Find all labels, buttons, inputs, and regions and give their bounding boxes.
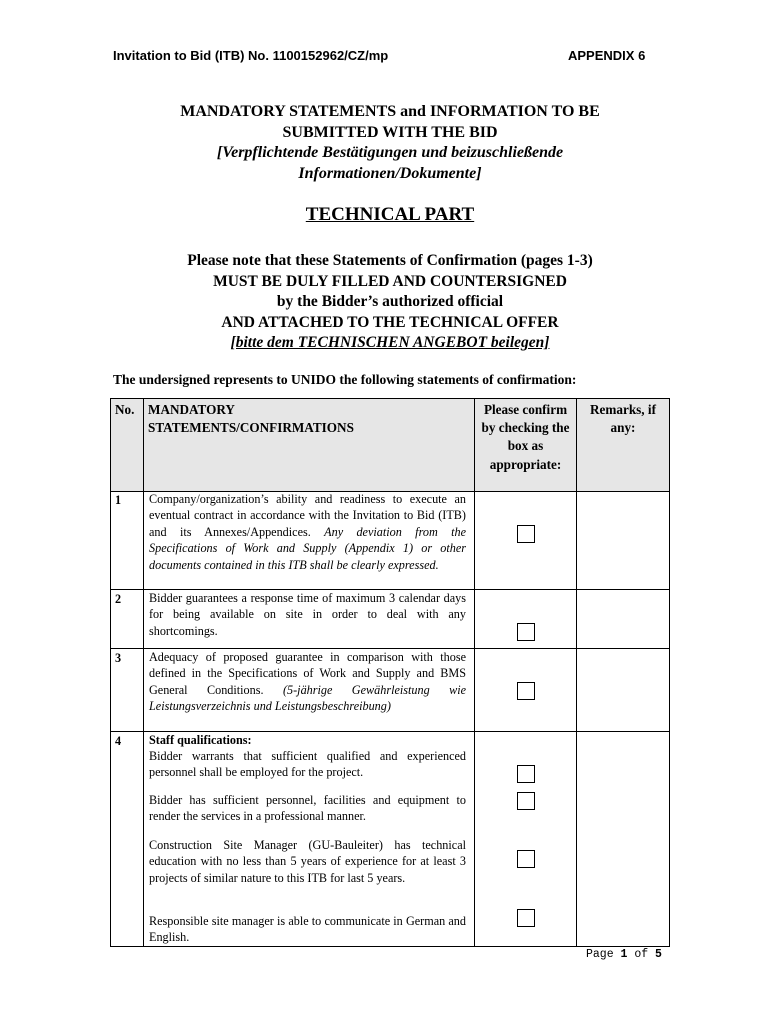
row-2-checkbox[interactable] <box>517 623 535 641</box>
row-4-checkbox-3[interactable] <box>517 850 535 868</box>
page-label: Page <box>586 948 614 961</box>
row-3-text: Adequacy of proposed guarantee in comparison with those defined in the Specifications of Work and Supply and BMS General Conditions. <box>149 650 466 697</box>
total-pages: 5 <box>655 948 662 961</box>
appendix-label: APPENDIX 6 <box>568 48 646 63</box>
row-4-checkbox-1[interactable] <box>517 765 535 783</box>
table-column-divider <box>474 398 475 947</box>
row-1-statement <box>149 491 466 573</box>
header-confirm: Please confirm by checking the box as appropriate: <box>481 402 570 472</box>
itb-number: Invitation to Bid (ITB) No. 1100152962/CZ/mp <box>113 48 389 63</box>
row-1-number: 1 <box>115 493 122 507</box>
german-title <box>100 143 680 184</box>
submission-notice <box>100 251 680 354</box>
row-1-text-italic: Any deviation from the Specifications of Work and Supply (Appendix 1) or other documents contained in this ITB shall be clearly expressed. <box>149 524 467 572</box>
table-border-right <box>669 398 670 947</box>
table-border-bottom <box>110 946 670 947</box>
table-column-divider <box>143 398 144 947</box>
notice-line-5: [bitte dem TECHNISCHEN ANGEBOT beilegen] <box>230 334 550 352</box>
row-3-text-italic: (5-jährige Gewährleistung wie Leistungsverzeichnis und Leistungsbeschreibung) <box>149 682 467 714</box>
header-no: No. <box>115 402 135 417</box>
document-title <box>100 102 680 143</box>
title-line-2: SUBMITTED WITH THE BID <box>282 123 498 141</box>
row-4-checkbox-4[interactable] <box>517 909 535 927</box>
header-remarks: Remarks, if any: <box>590 402 656 436</box>
row-2-number: 2 <box>115 592 122 606</box>
notice-line-4: AND ATTACHED TO THE TECHNICAL OFFER <box>221 313 559 331</box>
table-border-top <box>110 398 670 399</box>
row-3-statement <box>149 649 466 715</box>
row-4-item-4: Responsible site manager is able to communicate in German and English. <box>149 914 466 945</box>
of-label: of <box>634 948 649 961</box>
page-indicator <box>586 948 662 961</box>
notice-line-3: by the Bidder’s authorized official <box>276 293 504 311</box>
row-3-number: 3 <box>115 651 122 665</box>
german-title-line-1: [Verpflichtende Bestätigungen und beizuschließende <box>216 144 564 161</box>
row-4-item-2: Bidder has sufficient personnel, facilities and equipment to render the services in a professional manner. <box>149 793 466 824</box>
row-4-item-3: Construction Site Manager (GU-Bauleiter) has technical education with no less than 5 years of experience for at least 3 projects of similar nature to this ITB for last 5 years. <box>149 838 466 885</box>
notice-line-2: MUST BE DULY FILLED AND COUNTERSIGNED <box>213 272 567 290</box>
header-statements: MANDATORY STATEMENTS/CONFIRMATIONS <box>148 402 354 436</box>
row-4-number: 4 <box>115 734 122 748</box>
german-title-line-2: Informationen/Dokumente] <box>298 164 482 182</box>
row-4-item-1: Bidder warrants that sufficient qualified and experienced personnel shall be employed for the project. <box>149 749 466 780</box>
row-4-checkbox-2[interactable] <box>517 792 535 810</box>
row-3-checkbox[interactable] <box>517 682 535 700</box>
row-1-text: Company/organization’s ability and readiness to execute an eventual contract in accordance with the Invitation to Bid (ITB) and its Annexes/Appendices. <box>149 492 466 539</box>
row-2-statement: Bidder guarantees a response time of maximum 3 calendar days for being available on site in order to deal with any shortcomings. <box>149 591 466 638</box>
row-4-heading: Staff qualifications: <box>149 733 252 747</box>
technical-part-heading: TECHNICAL PART <box>305 204 475 225</box>
notice-line-1: Please note that these Statements of Confirmation (pages 1-3) <box>187 252 593 269</box>
row-1-checkbox[interactable] <box>517 525 535 543</box>
table-border-left <box>110 398 111 947</box>
page-number: 1 <box>620 948 628 961</box>
title-line-1: MANDATORY STATEMENTS and INFORMATION TO BE <box>180 103 600 120</box>
intro-statement: The undersigned represents to UNIDO the following statements of confirmation: <box>113 372 577 387</box>
table-column-divider <box>576 398 577 947</box>
